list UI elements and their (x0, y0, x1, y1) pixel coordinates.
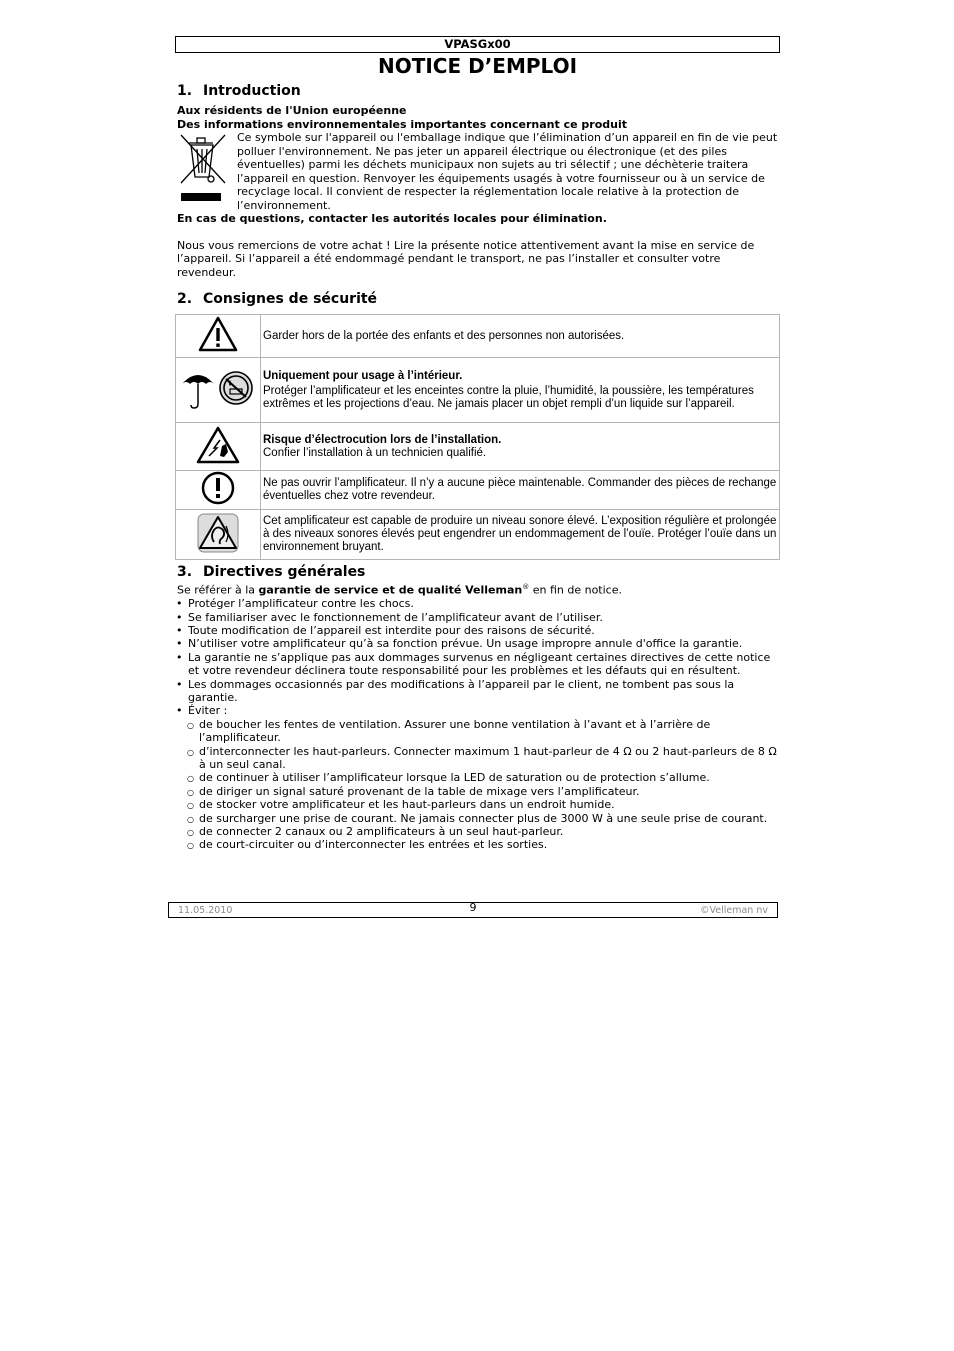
guidelines-list (175, 597, 780, 852)
sub-list-item: ○ de diriger un signal saturé provenant de la table de mixage vers l’amplificateur. (199, 785, 780, 798)
list-item: • La garantie ne s’applique pas aux dommages survenus en négligeant certaines directives de cette notice et votre revendeur déclinera toute responsabilité pour les problèmes et les défauts qui en résultent. (188, 651, 780, 678)
environment-subheading: Des informations environnementales importantes concernant ce produit (177, 117, 627, 131)
section-title: Directives générales (203, 564, 366, 580)
page-number: 9 (469, 901, 477, 914)
page-title: NOTICE D’EMPLOI (377, 54, 578, 78)
section-title: Introduction (203, 83, 301, 99)
safety-row (176, 423, 780, 471)
safety-row-text: Confier l’installation à un technicien qualifié. (263, 446, 487, 459)
page-footer (168, 902, 778, 918)
safety-text-cell (261, 510, 780, 560)
weee-block (175, 131, 780, 212)
safety-text-cell (261, 471, 780, 510)
section-title: Consignes de sécurité (203, 291, 378, 307)
safety-text-cell (261, 315, 780, 358)
footer-date: 11.05.2010 (178, 905, 233, 916)
avoid-label: Éviter : (188, 704, 228, 718)
safety-row-text: Garder hors de la portée des enfants et des personnes non autorisées. (263, 329, 625, 342)
sub-list-item: ○ de continuer à utiliser l’amplificateur lorsque la LED de saturation ou de protection s’allume. (199, 771, 780, 784)
safety-text-cell (261, 358, 780, 423)
sub-list-item: ○ d’interconnecter les haut-parleurs. Connecter maximum 1 haut-parleur de 4 Ω ou 2 haut-parleurs de 8 Ω à un seul canal. (199, 745, 780, 772)
avoid-list (188, 718, 780, 852)
electric-shock-icon (176, 423, 261, 471)
safety-row-text: Protéger l’amplificateur et les enceintes contre la pluie, l’humidité, la poussière, les températures extrêmes et les projections d’eau. Ne jamais placer un objet rempli d’un liquide sur l’appareil. (263, 384, 754, 410)
document-page (175, 36, 780, 852)
registered-mark: ® (522, 583, 530, 591)
safety-row-title: Uniquement pour usage à l’intérieur. (263, 369, 463, 382)
sub-list-item: ○ de stocker votre amplificateur et les haut-parleurs dans un endroit humide. (199, 798, 780, 811)
list-item: • Se familiariser avec le fonctionnement de l’amplificateur avant de l’utiliser. (188, 611, 780, 624)
section-number: 1. (177, 83, 193, 99)
thanks-paragraph: Nous vous remercions de votre achat ! Lire la présente notice attentivement avant la mise en service de l’appareil. Si l’appareil a été endommagé pendant le transport, ne pas l’installer et consulter votre revendeur. (177, 238, 755, 279)
section-3-heading (175, 563, 780, 581)
sub-list-item: ○ de connecter 2 canaux ou 2 amplificateurs à un seul haut-parleur. (199, 825, 780, 838)
umbrella-no-water-icon (176, 358, 261, 423)
header-model: VPASGx00 (175, 36, 780, 53)
intro-pre: Se référer à la (177, 583, 259, 597)
safety-row-text: Ne pas ouvrir l’amplificateur. Il n’y a aucune pièce maintenable. Commander des pièces de rechange éventuelles chez votre revendeur. (263, 477, 777, 502)
guarantee-name: garantie de service et de qualité Velleman (258, 583, 523, 597)
weee-text: Ce symbole sur l'appareil ou l'emballage indique que l’élimination d’un appareil en fin de vie peut polluer l'environnement. Ne pas jeter un appareil électrique ou électronique (et des piles éventuelles) parmi les déchets municipaux non sujets au tri sélectif ; une déchèterie traitera l’appareil en question. Renvoyer les équipements usagés à votre fournisseur ou à un service de recyclage local. Il convient de respecter la réglementation locale relative à la protection de l’environnement. (237, 131, 778, 212)
section-number: 3. (177, 564, 193, 580)
list-item: • Toute modification de l’appareil est interdite pour des raisons de sécurité. (188, 624, 780, 637)
list-item: • Les dommages occasionnés par des modifications à l’appareil par le client, ne tombent pas sous la garantie. (188, 678, 780, 705)
guarantee-reference (175, 581, 780, 597)
footer-copyright: ©Velleman nv (700, 905, 768, 916)
warning-triangle-icon (176, 315, 261, 358)
safety-row (176, 315, 780, 358)
safety-row-text: Cet amplificateur est capable de produire un niveau sonore élevé. L’exposition régulière et prolongée à des niveaux sonores élevés peut engendrer un endommagement de l’ouïe. Protéger l’ouïe dans un environnement bruyant. (263, 515, 777, 553)
list-item: • Protéger l’amplificateur contre les chocs. (188, 597, 780, 610)
intro-post: en fin de notice. (529, 583, 622, 597)
sub-list-item: ○ de court-circuiter ou d’interconnecter les entrées et les sorties. (199, 838, 780, 851)
safety-row-title: Risque d’électrocution lors de l’installation. (263, 433, 502, 446)
safety-text-cell (261, 423, 780, 471)
safety-row (176, 358, 780, 423)
list-item: • N’utiliser votre amplificateur qu’à sa fonction prévue. Un usage impropre annule d'office la garantie. (188, 637, 780, 650)
safety-row (176, 471, 780, 510)
section-2-heading (175, 290, 780, 308)
safety-row (176, 510, 780, 560)
hearing-damage-icon (176, 510, 261, 560)
sub-list-item: ○ de boucher les fentes de ventilation. Assurer une bonne ventilation à l’avant et à l’arrière de l’amplificateur. (199, 718, 780, 745)
safety-table (175, 314, 780, 560)
contact-authorities: En cas de questions, contacter les autorités locales pour élimination. (177, 212, 607, 225)
exclamation-circle-icon (176, 471, 261, 510)
eu-residents-subheading: Aux résidents de l'Union européenne (177, 104, 407, 117)
section-number: 2. (177, 291, 193, 307)
list-item (188, 704, 780, 851)
crossed-bin-icon (177, 131, 237, 203)
section-1-heading (175, 82, 780, 100)
sub-list-item: ○ de surcharger une prise de courant. Ne jamais connecter plus de 3000 W à une seule prise de courant. (199, 812, 780, 825)
